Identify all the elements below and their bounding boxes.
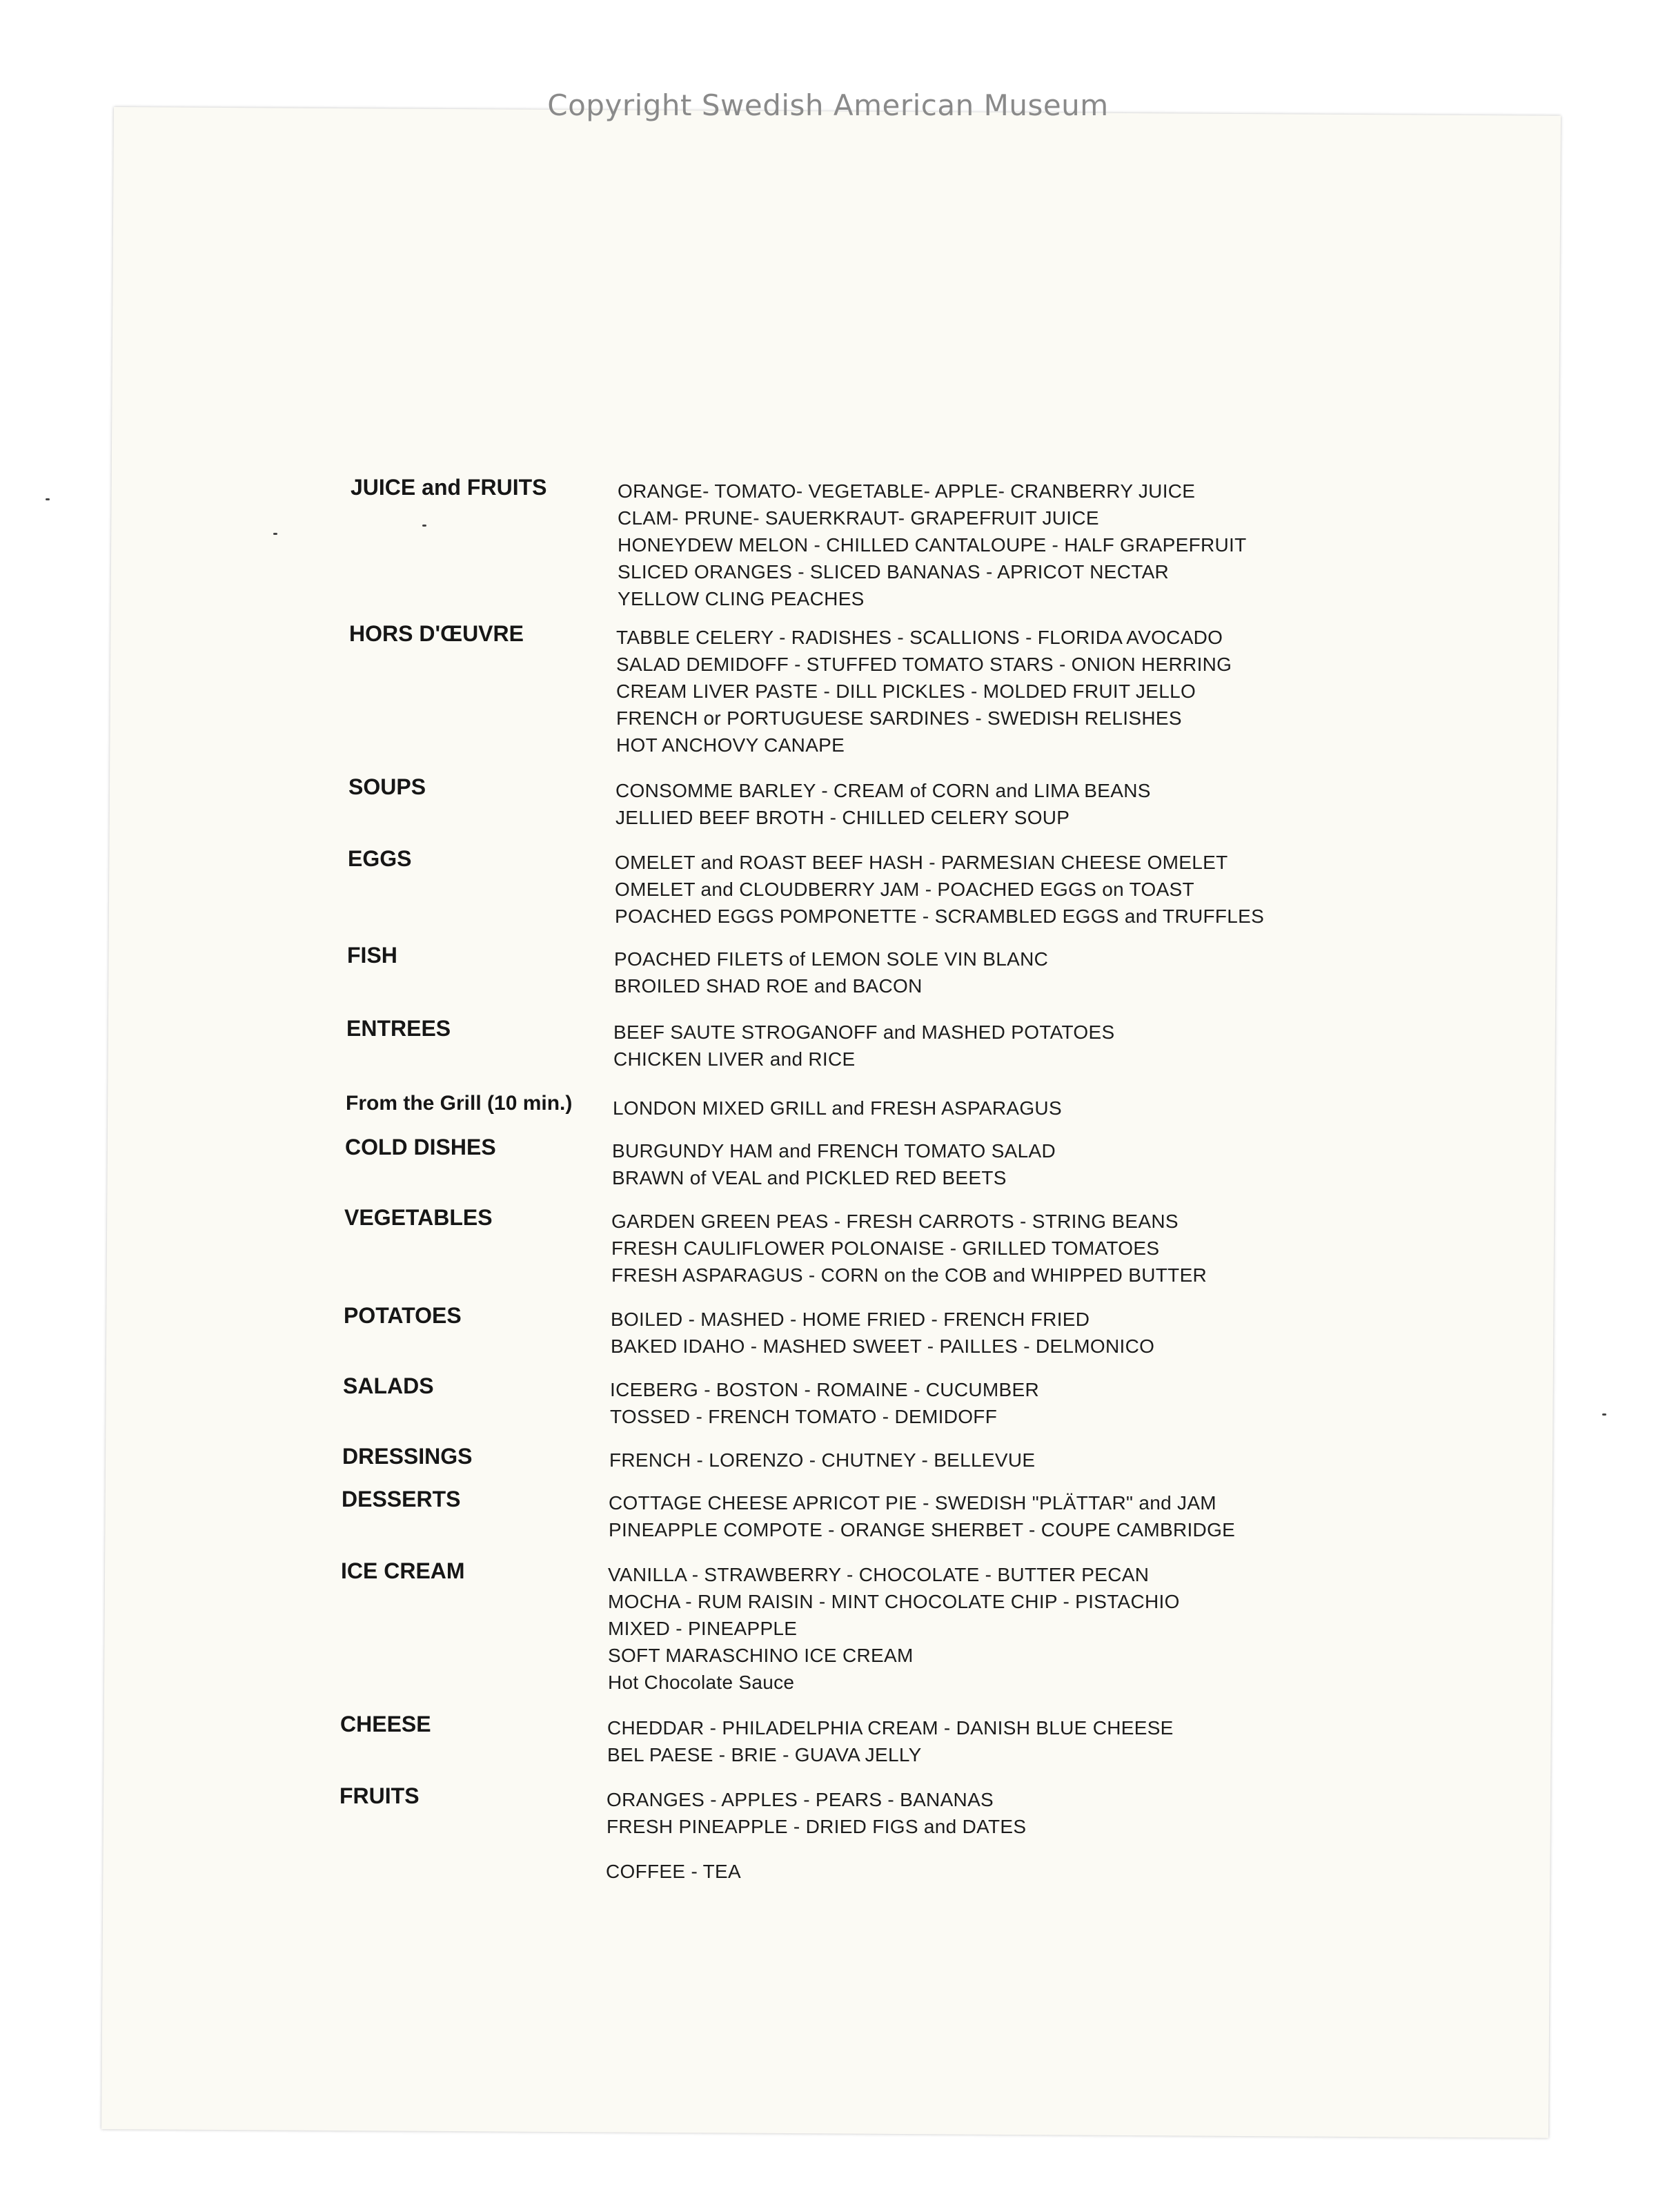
menu-line: SALAD DEMIDOFF - STUFFED TOMATO STARS - ONION HERRING (616, 654, 1232, 675)
section-items (609, 1489, 1506, 1543)
section-items (612, 1137, 1509, 1191)
menu-line: BURGUNDY HAM and FRENCH TOMATO SALAD (612, 1140, 1056, 1162)
section-heading: SALADS (343, 1373, 434, 1398)
menu-line: POACHED FILETS of LEMON SOLE VIN BLANC (614, 948, 1049, 970)
section-heading: From the Grill (10 min.) (346, 1092, 573, 1115)
section-heading: SOUPS (348, 774, 426, 799)
menu-line: ICEBERG - BOSTON - ROMAINE - CUCUMBER (610, 1379, 1039, 1400)
menu-line: CHEDDAR - PHILADELPHIA CREAM - DANISH BLUE CHEESE (607, 1717, 1174, 1739)
menu-line: PINEAPPLE COMPOTE - ORANGE SHERBET - COUPE CAMBRIDGE (609, 1519, 1236, 1540)
menu-line: HOT ANCHOVY CANAPE (616, 734, 845, 756)
section-items (613, 1095, 1510, 1122)
menu-line: BEEF SAUTE STROGANOFF and MASHED POTATOES (613, 1021, 1115, 1043)
menu-line: CREAM LIVER PASTE - DILL PICKLES - MOLDED FRUIT JELLO (616, 681, 1196, 702)
section-heading: HORS D'ŒUVRE (349, 621, 524, 646)
menu-line: OMELET and ROAST BEEF HASH - PARMESIAN CHEESE OMELET (615, 852, 1228, 873)
menu-line: CONSOMME BARLEY - CREAM of CORN and LIMA BEANS (615, 780, 1151, 801)
speck (422, 525, 426, 527)
menu-line: FRENCH or PORTUGUESE SARDINES - SWEDISH RELISHES (616, 707, 1182, 729)
section-heading: DESSERTS (342, 1487, 461, 1511)
menu-line: ORANGE- TOMATO- VEGETABLE- APPLE- CRANBERRY JUICE (618, 480, 1196, 502)
menu-line: CHICKEN LIVER and RICE (613, 1048, 856, 1070)
menu-line: ORANGES - APPLES - PEARS - BANANAS (607, 1789, 994, 1810)
menu-line: TOSSED - FRENCH TOMATO - DEMIDOFF (610, 1406, 998, 1427)
menu-line: BAKED IDAHO - MASHED SWEET - PAILLES - DELMONICO (611, 1335, 1155, 1357)
menu-line: BRAWN of VEAL and PICKLED RED BEETS (612, 1167, 1007, 1188)
speck (46, 498, 50, 500)
section-items (609, 1447, 1506, 1474)
section-heading: JUICE and FRUITS (351, 475, 547, 500)
menu-line: FRENCH - LORENZO - CHUTNEY - BELLEVUE (609, 1449, 1036, 1471)
section-heading: DRESSINGS (342, 1444, 473, 1469)
menu-line: OMELET and CLOUDBERRY JAM - POACHED EGGS on TOAST (615, 879, 1194, 900)
section-heading: POTATOES (344, 1303, 462, 1328)
menu-line: BROILED SHAD ROE and BACON (614, 975, 923, 997)
menu-line: MIXED - PINEAPPLE (608, 1618, 798, 1639)
section-items (615, 849, 1512, 930)
menu-line: GARDEN GREEN PEAS - FRESH CARROTS - STRING BEANS (611, 1211, 1179, 1232)
menu-line: TABBLE CELERY - RADISHES - SCALLIONS - FLORIDA AVOCADO (616, 627, 1223, 648)
section-items (611, 1208, 1508, 1289)
section-heading: FISH (347, 943, 397, 968)
section-items (611, 1306, 1508, 1360)
menu-line: MOCHA - RUM RAISIN - MINT CHOCOLATE CHIP - PISTACHIO (608, 1591, 1180, 1612)
menu-line: JELLIED BEEF BROTH - CHILLED CELERY SOUP (615, 807, 1070, 828)
section-heading: FRUITS (339, 1783, 420, 1808)
section-items (607, 1714, 1504, 1768)
section-heading: ICE CREAM (341, 1558, 465, 1583)
section-items (610, 1376, 1507, 1430)
section-items (615, 777, 1512, 831)
menu-line: POACHED EGGS POMPONETTE - SCRAMBLED EGGS and TRUFFLES (615, 906, 1265, 927)
section-heading: ENTREES (346, 1016, 451, 1041)
menu-line: SOFT MARASCHINO ICE CREAM (608, 1645, 914, 1666)
menu-line: YELLOW CLING PEACHES (618, 588, 865, 609)
menu-line: LONDON MIXED GRILL and FRESH ASPARAGUS (613, 1097, 1062, 1119)
section-items (607, 1786, 1504, 1840)
menu-line: SLICED ORANGES - SLICED BANANAS - APRICOT NECTAR (618, 561, 1170, 583)
menu-line: BOILED - MASHED - HOME FRIED - FRENCH FRIED (611, 1309, 1090, 1330)
section-heading: COLD DISHES (345, 1135, 496, 1159)
menu-line: FRESH PINEAPPLE - DRIED FIGS and DATES (607, 1816, 1027, 1837)
section-items (614, 946, 1511, 999)
copyright-watermark: Copyright Swedish American Museum (547, 88, 1109, 122)
section-items (613, 1019, 1510, 1073)
section-items (616, 624, 1513, 758)
section-heading: CHEESE (340, 1712, 431, 1736)
menu-line: FRESH ASPARAGUS - CORN on the COB and WHIPPED BUTTER (611, 1264, 1208, 1286)
section-items (618, 478, 1515, 612)
menu-line: FRESH CAULIFLOWER POLONAISE - GRILLED TOMATOES (611, 1237, 1160, 1259)
menu-line: VANILLA - STRAWBERRY - CHOCOLATE - BUTTER PECAN (608, 1564, 1150, 1585)
menu-line: HONEYDEW MELON - CHILLED CANTALOUPE - HALF GRAPEFRUIT (618, 534, 1247, 556)
menu-line: COTTAGE CHEESE APRICOT PIE - SWEDISH "PLÄTTAR" and JAM (609, 1492, 1216, 1514)
section-heading: VEGETABLES (344, 1205, 493, 1230)
menu-line: Hot Chocolate Sauce (608, 1672, 795, 1693)
speck (273, 533, 277, 535)
section-items (606, 1858, 1503, 1885)
menu-line: CLAM- PRUNE- SAUERKRAUT- GRAPEFRUIT JUICE (618, 507, 1099, 529)
speck (1602, 1413, 1606, 1416)
section-heading: EGGS (348, 846, 412, 871)
coffee-tea-line: COFFEE - TEA (606, 1861, 741, 1882)
section-items (608, 1561, 1505, 1696)
menu-line: BEL PAESE - BRIE - GUAVA JELLY (607, 1744, 922, 1765)
